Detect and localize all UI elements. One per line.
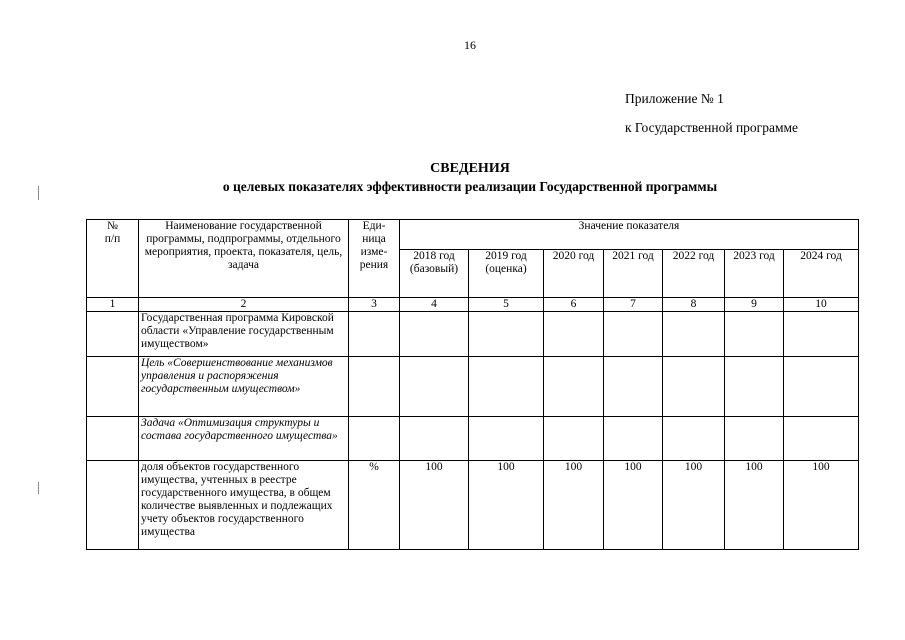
year-label: 2021 год [612, 250, 654, 262]
year-note: (базовый) [409, 263, 459, 275]
row-value: 100 [400, 461, 469, 550]
row-value [725, 417, 784, 461]
row-unit [349, 357, 400, 417]
column-number: 1 [87, 298, 139, 312]
row-value [663, 357, 725, 417]
row-value [400, 417, 469, 461]
row-value: 100 [663, 461, 725, 550]
header-year [663, 250, 725, 298]
row-value [544, 312, 604, 357]
scan-mark [38, 186, 39, 200]
header-num-line2: п/п [104, 233, 121, 245]
row-value: 100 [544, 461, 604, 550]
table-row [87, 312, 859, 357]
row-name: Задача «Оптимизация структуры и состава государственного имущества» [139, 417, 349, 461]
row-unit [349, 417, 400, 461]
appendix-label: Приложение № 1 [625, 91, 724, 106]
row-value: 100 [784, 461, 859, 550]
year-label: 2020 год [552, 250, 595, 262]
column-number: 2 [139, 298, 349, 312]
column-number: 9 [725, 298, 784, 312]
row-value: 100 [725, 461, 784, 550]
row-value: 100 [469, 461, 544, 550]
row-unit: % [349, 461, 400, 550]
column-number: 5 [469, 298, 544, 312]
column-number: 10 [784, 298, 859, 312]
row-value [544, 417, 604, 461]
row-value [663, 312, 725, 357]
header-year [784, 250, 859, 298]
year-note: (оценка) [485, 263, 527, 275]
column-numbers-row [87, 298, 859, 312]
year-label: 2018 год [413, 250, 455, 262]
row-value [725, 312, 784, 357]
row-value [544, 357, 604, 417]
row-value [469, 357, 544, 417]
row-name: Государственная программа Кировской области «Управление государственным имуществом» [139, 312, 349, 357]
year-label: 2024 год [800, 250, 842, 262]
header-year [725, 250, 784, 298]
header-year [400, 250, 469, 298]
row-value [725, 357, 784, 417]
row-value [604, 312, 663, 357]
row-num [87, 461, 139, 550]
header-num-line1: № [107, 220, 118, 232]
table-row [87, 417, 859, 461]
column-number: 7 [604, 298, 663, 312]
table-row [87, 461, 859, 550]
row-value [784, 417, 859, 461]
program-reference: к Государственной программе [625, 120, 799, 135]
header-unit: Еди-ница изме-рения [349, 220, 400, 298]
column-number: 8 [663, 298, 725, 312]
row-value: 100 [604, 461, 663, 550]
row-name: Цель «Совершенствование механизмов управления и распоряжения государственным имуществом» [139, 357, 349, 417]
header-year [469, 250, 544, 298]
row-value [663, 417, 725, 461]
year-label: 2023 год [733, 250, 775, 262]
row-num [87, 312, 139, 357]
row-value [604, 417, 663, 461]
row-num [87, 357, 139, 417]
row-value [400, 357, 469, 417]
header-year [604, 250, 663, 298]
year-label: 2019 год [485, 250, 527, 262]
scan-mark [38, 482, 39, 494]
document-subtitle: о целевых показателях эффективности реализации Государственной программы [222, 179, 718, 194]
header-row [87, 220, 859, 250]
document-title: СВЕДЕНИЯ [430, 161, 510, 176]
row-value [469, 417, 544, 461]
row-value [400, 312, 469, 357]
row-num [87, 417, 139, 461]
column-number: 3 [349, 298, 400, 312]
row-name: доля объектов государственного имущества, учтенных в реестре государственного имущества, в общем количестве выявленных и подлежащих учету объектов государственного имущества [139, 461, 349, 550]
year-label: 2022 год [672, 250, 715, 262]
column-number: 6 [544, 298, 604, 312]
indicators-table [86, 219, 859, 550]
header-year [544, 250, 604, 298]
header-name: Наименование государственной программы, подпрограммы, отдельного мероприятия, проекта, показателя, цель, задача [139, 220, 349, 298]
row-value [604, 357, 663, 417]
row-value [784, 357, 859, 417]
header-num [87, 220, 139, 298]
row-unit [349, 312, 400, 357]
row-value [469, 312, 544, 357]
table-row [87, 357, 859, 417]
header-value-group: Значение показателя [400, 220, 859, 250]
row-value [784, 312, 859, 357]
page-number: 16 [464, 38, 476, 52]
column-number: 4 [400, 298, 469, 312]
